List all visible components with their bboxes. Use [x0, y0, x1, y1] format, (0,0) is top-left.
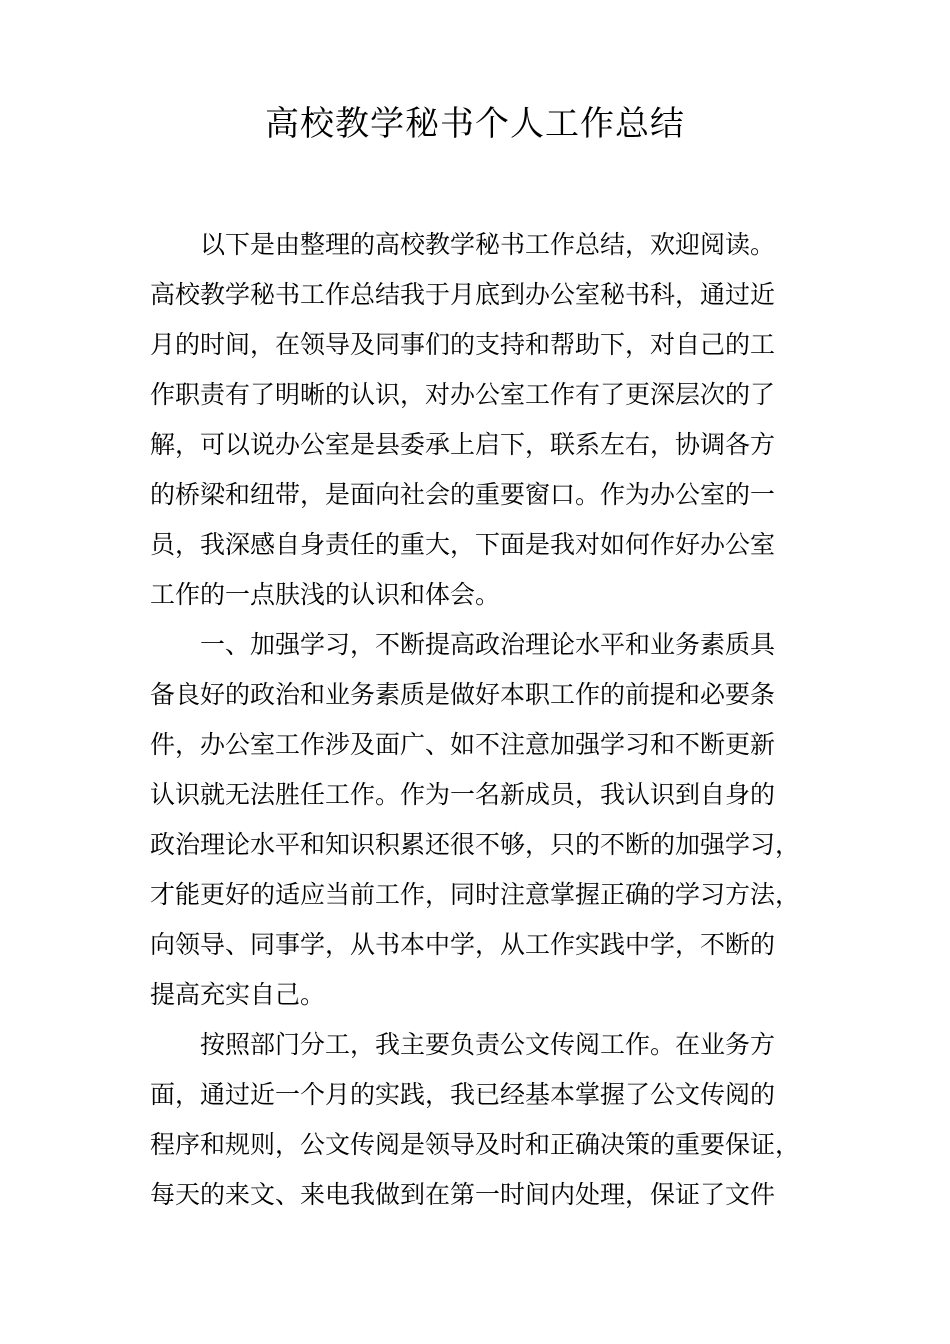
- text-line: 高校教学秘书工作总结我于月底到办公室秘书科，通过近: [150, 280, 776, 309]
- document-title: 高校教学秘书个人工作总结: [265, 104, 685, 144]
- text-line: 按照部门分工，我主要负责公文传阅工作。在业务方: [200, 1030, 776, 1059]
- text-line: 员，我深感自身责任的重大，下面是我对如何作好办公室: [150, 530, 776, 559]
- text-line: 的桥梁和纽带，是面向社会的重要窗口。作为办公室的一: [150, 480, 776, 509]
- text-line: 以下是由整理的高校教学秘书工作总结，欢迎阅读。: [200, 230, 776, 259]
- text-line: 备良好的政治和业务素质是做好本职工作的前提和必要条: [150, 680, 776, 709]
- text-line: 才能更好的适应当前工作，同时注意掌握正确的学习方法，: [150, 880, 801, 909]
- text-line: 政治理论水平和知识积累还很不够，只的不断的加强学习，: [150, 830, 801, 859]
- text-line: 作职责有了明晰的认识，对办公室工作有了更深层次的了: [150, 380, 776, 409]
- text-line: 向领导、同事学，从书本中学，从工作实践中学，不断的: [150, 930, 776, 959]
- text-line: 一、加强学习，不断提高政治理论水平和业务素质具: [200, 630, 776, 659]
- text-line: 工作的一点肤浅的认识和体会。: [150, 580, 501, 609]
- text-line: 认识就无法胜任工作。作为一名新成员，我认识到自身的: [150, 780, 776, 809]
- text-line: 月的时间，在领导及同事们的支持和帮助下，对自己的工: [150, 330, 776, 359]
- text-line: 每天的来文、来电我做到在第一时间内处理，保证了文件: [150, 1180, 776, 1209]
- text-line: 解，可以说办公室是县委承上启下，联系左右，协调各方: [150, 430, 776, 459]
- text-line: 面，通过近一个月的实践，我已经基本掌握了公文传阅的: [150, 1080, 776, 1109]
- text-line: 件，办公室工作涉及面广、如不注意加强学习和不断更新: [150, 730, 776, 759]
- text-line: 程序和规则，公文传阅是领导及时和正确决策的重要保证，: [150, 1130, 801, 1159]
- text-line: 提高充实自己。: [150, 980, 326, 1009]
